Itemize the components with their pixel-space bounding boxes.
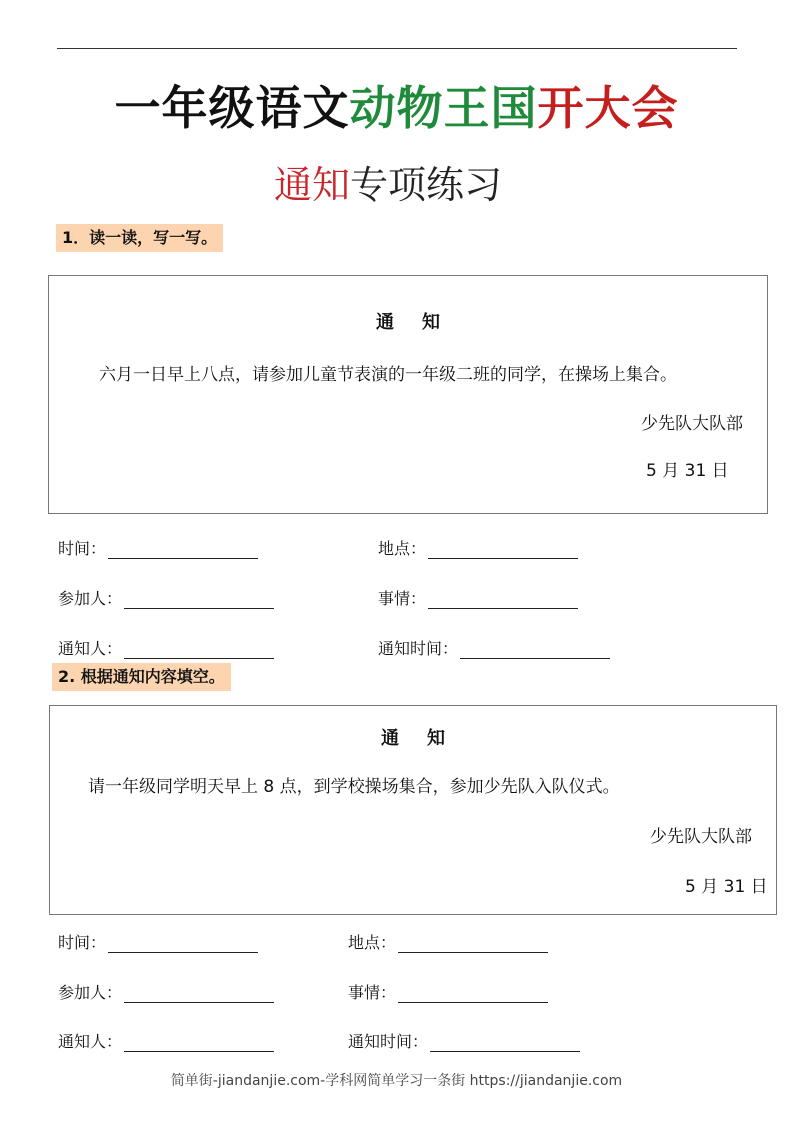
subtitle-part-notice: 通知 xyxy=(273,163,350,207)
section-1-label: 1．读一读，写一写。 xyxy=(56,224,223,252)
section-2-notice-signer: 少先队大队部 xyxy=(650,827,752,847)
section-1-participants-field xyxy=(58,586,274,609)
section-1-notify-time-field xyxy=(378,636,610,659)
section-1-notifier-blank[interactable] xyxy=(124,642,274,659)
section-2-participants-blank[interactable] xyxy=(124,986,274,1003)
section-1-matter-blank[interactable] xyxy=(428,592,578,609)
section-1-notifier-label: 通知人： xyxy=(58,639,123,658)
section-2-notify-time-field xyxy=(348,1029,580,1052)
section-2-matter-label: 事情： xyxy=(348,983,397,1002)
section-1-participants-label: 参加人： xyxy=(58,589,123,608)
section-2-label: 2. 根据通知内容填空。 xyxy=(52,663,231,691)
section-1-place-blank[interactable] xyxy=(428,542,578,559)
section-1-notify-time-blank[interactable] xyxy=(460,642,610,659)
title-part-meeting: 开大会 xyxy=(537,81,679,135)
section-1-matter-field xyxy=(378,586,578,609)
section-2-notifier-label: 通知人： xyxy=(58,1032,123,1051)
section-2-notify-time-blank[interactable] xyxy=(430,1035,580,1052)
section-1-notice-signer: 少先队大队部 xyxy=(641,414,743,434)
section-1-time-blank[interactable] xyxy=(108,542,258,559)
section-1-notice-body: 六月一日早上八点，请参加儿童节表演的一年级二班的同学，在操场上集合。 xyxy=(99,365,677,385)
section-1-place-field xyxy=(378,536,578,559)
section-2-notice-body: 请一年级同学明天早上 8 点，到学校操场集合，参加少先队入队仪式。 xyxy=(88,777,620,797)
section-1-time-field xyxy=(58,536,258,559)
page-subtitle xyxy=(0,160,776,210)
section-1-participants-blank[interactable] xyxy=(124,592,274,609)
section-1-notice-heading: 通知 xyxy=(376,312,468,333)
section-2-notice-heading: 通知 xyxy=(381,728,473,749)
section-2-notifier-field xyxy=(58,1029,274,1052)
title-part-animal-kingdom: 动物王国 xyxy=(349,81,538,135)
page-title xyxy=(0,78,793,138)
section-2-participants-field xyxy=(58,980,274,1003)
section-1-place-label: 地点： xyxy=(378,539,427,558)
subtitle-part-practice: 专项练习 xyxy=(350,163,503,207)
section-2-place-blank[interactable] xyxy=(398,936,548,953)
section-2-time-field xyxy=(58,930,258,953)
section-2-place-label: 地点： xyxy=(348,933,397,952)
page-footer: 简单街-jiandanjie.com-学科网简单学习一条街 https://jiandanjie.com xyxy=(170,1073,623,1089)
section-2-time-label: 时间： xyxy=(58,933,107,952)
section-2-matter-blank[interactable] xyxy=(398,986,548,1003)
section-1-time-label: 时间： xyxy=(58,539,107,558)
section-1-notice-box xyxy=(48,275,768,514)
section-2-participants-label: 参加人： xyxy=(58,983,123,1002)
section-1-notifier-field xyxy=(58,636,274,659)
section-2-notice-box xyxy=(49,705,777,915)
section-2-notice-date: 5 月 31 日 xyxy=(685,877,768,897)
section-1-notice-date: 5 月 31 日 xyxy=(646,461,729,481)
title-part-grade: 一年级语文 xyxy=(114,81,350,135)
section-1-notify-time-label: 通知时间： xyxy=(378,639,459,658)
section-1-matter-label: 事情： xyxy=(378,589,427,608)
section-2-time-blank[interactable] xyxy=(108,936,258,953)
section-2-notify-time-label: 通知时间： xyxy=(348,1032,429,1051)
top-divider xyxy=(57,48,737,49)
section-2-matter-field xyxy=(348,980,548,1003)
section-2-place-field xyxy=(348,930,548,953)
section-2-notifier-blank[interactable] xyxy=(124,1035,274,1052)
